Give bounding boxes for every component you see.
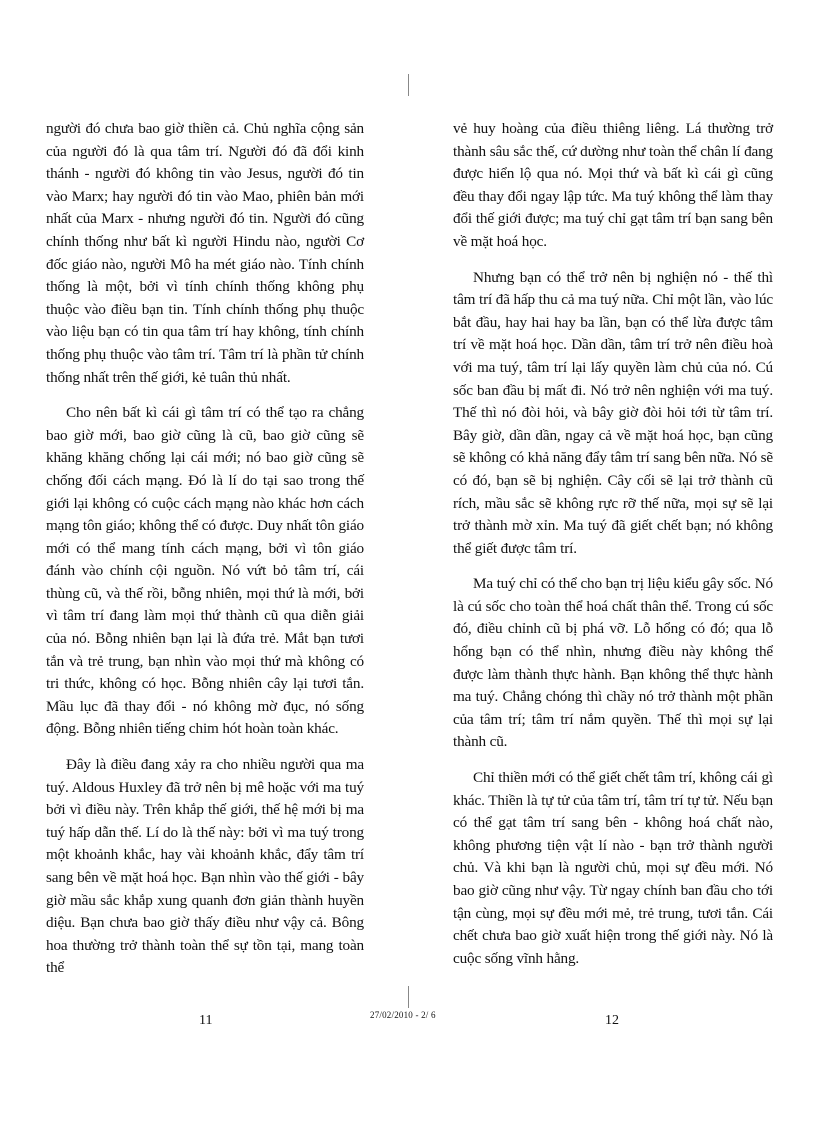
print-date-stamp: 27/02/2010 - 2/ 6 (370, 1010, 436, 1020)
right-paragraph-1: vẻ huy hoàng của điều thiêng liêng. Lá thường trở thành sâu sắc thế, cứ dường như toàn thể chân lí đang được hiển lộ qua nó. Mọi thứ và bất kì cái gì cũng đều thay đổi ngay lập tức. Ma tuý không thể làm thay đổi thế giới được; ma tuý chỉ gạt tâm trí bạn sang bên về mặt hoá học. (453, 120, 773, 250)
page-number-right: 12 (605, 1013, 619, 1028)
left-paragraph-1: người đó chưa bao giờ thiền cả. Chủ nghĩa cộng sản của người đó là qua tâm trí. Người đó đã đổi kinh thánh - người đó không tin vào Jesus, người đó tin vào Marx; hay người đó tin vào Mao, phiên bản mới nhất của Marx - nhưng người đó tin. Người đó cũng chính thống như bất kì người Hindu nào, người Cơ đốc giáo nào, người Mô ha mét giáo nào. Tính chính thống là một, bởi vì tính chính thống không phụ thuộc vào điều bạn tin. Tính chính thống phụ thuộc vào liệu bạn có tin qua tâm trí hay không, tính chính thống phụ thuộc vào tâm trí. Tâm trí là phần tử chính thống nhất trên thế giới, kẻ tuân thủ nhất. (46, 120, 364, 386)
left-page-text (46, 118, 364, 993)
right-paragraph-2: Nhưng bạn có thể trở nên bị nghiện nó - thế thì tâm trí đã hấp thu cả ma tuý nữa. Chỉ một lần, vào lúc bắt đầu, hay hai hay ba lần, bạn có thể lừa được tâm trí về mặt hoá học. Dần dần, tâm trí trở nên điều hoà với ma tuý, tâm trí lại lấy quyền làm chủ của nó. Cú sốc ban đầu bị mất đi. Nó trở nên nghiện với ma tuý. Thế thì nó đòi hỏi, và bây giờ đòi hỏi tới từ tâm trí. Bây giờ, dần dần, ngay cả về mặt hoá học, bạn cũng sẽ không có khả năng đẩy tâm trí sang bên nữa. Nó sẽ có đó, bạn sẽ bị nghiện. Cây cối sẽ lại trở thành cũ rích, mầu sắc sẽ không rực rỡ thế nữa, mọi sự sẽ lại trở thành mờ xỉn. Ma tuý đã giết chết bạn; nó không thể giết được tâm trí. (453, 268, 773, 557)
fold-mark-top (408, 74, 409, 96)
left-paragraph-2: Cho nên bất kì cái gì tâm trí có thể tạo ra chẳng bao giờ mới, bao giờ cũng là cũ, bao giờ cũng sẽ khăng khăng chống lại cái mới; nó bao giờ cũng sẽ chống đối cách mạng. Đó là lí do tại sao trong thế giới lại không có cuộc cách mạng nào khác hơn cách mạng tôn giáo; không thể có được. Duy nhất tôn giáo mới có thể mang tính cách mạng, bởi vì tôn giáo đánh vào chính cội nguồn. Nó vứt bỏ tâm trí, cái thùng cũ, và thế rồi, bỗng nhiên, mọi thứ là mới, bởi vì tâm trí đang làm mọi thứ thành cũ qua diễn giải của nó. Bỗng nhiên bạn lại là đứa trẻ. Mắt bạn tươi tắn và trẻ trung, bạn nhìn vào mọi thứ mà không có tri thức, không có học. Bỗng nhiên cây lại tươi tắn. Mầu lục đã thay đổi - nó không mờ đục, nó sống động. Bỗng nhiên tiếng chim hót hoàn toàn khác. (46, 404, 364, 738)
page-number-left: 11 (199, 1013, 213, 1028)
right-paragraph-4: Chỉ thiền mới có thể giết chết tâm trí, không cái gì khác. Thiền là tự tử của tâm trí, tâm trí tự tử. Nếu bạn có thể gạt tâm trí sang bên - không hoá chất nào, không phương tiện vật lí nào - bạn trở thành người chủ. Và khi bạn là người chủ, mọi sự đều mới. Nó bao giờ cũng như vậy. Từ ngay chính ban đầu cho tới tận cùng, mọi sự đều mới mẻ, trẻ trung, tươi tắn. Cái chết chưa bao giờ xuất hiện trong thế giới này. Nó là cuộc sống vĩnh hằng. (453, 769, 773, 967)
left-paragraph-3: Đây là điều đang xảy ra cho nhiều người qua ma tuý. Aldous Huxley đã trở nên bị mê hoặc với ma tuý bởi vì điều này. Trên khắp thế giới, thế hệ mới bị ma tuý hấp dẫn thế. Lí do là thế này: bởi vì ma tuý trong một khoảnh khắc, hay vài khoảnh khắc, đẩy tâm trí sang bên về mặt hoá học. Bạn nhìn vào thế giới - bây giờ mầu sắc khắp xung quanh đơn giản thành huyền diệu. Bạn chưa bao giờ thấy điều như vậy cả. Bông hoa thường trở thành toàn thể sự tồn tại, mang toàn thể (46, 756, 364, 977)
fold-mark-bottom (408, 986, 409, 1008)
right-page-text (453, 118, 773, 983)
right-paragraph-3: Ma tuý chỉ có thể cho bạn trị liệu kiểu gây sốc. Nó là cú sốc cho toàn thể hoá chất thân thể. Trong cú sốc đó, điều chỉnh cũ bị phá vỡ. Lỗ hổng có đó; qua lỗ hổng bạn có thể nhìn, nhưng điều này không thể được làm thành thực hành. Bạn không thể thực hành ma tuý. Chẳng chóng thì chầy nó trở thành một phần của tâm trí; tâm trí nắm quyền. Thế thì mọi sự lại thành cũ. (453, 575, 773, 751)
